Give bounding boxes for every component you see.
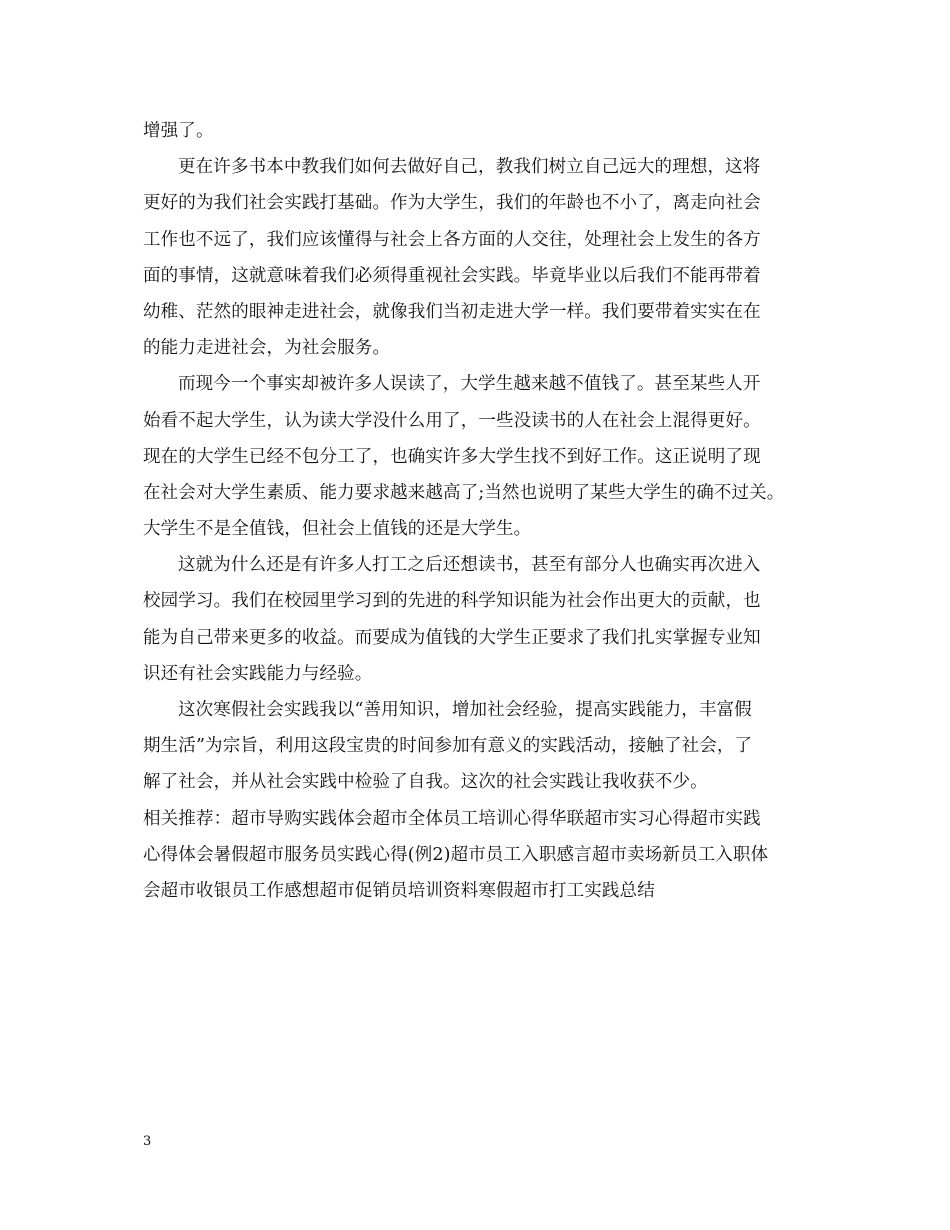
text-line: 期生活”为宗旨，利用这段宝贵的时间参加有意义的实践活动，接触了社会，了 xyxy=(143,736,753,757)
related-recommendations: 心得体会暑假超市服务员实践心得(例2)超市员工入职感言超市卖场新员工入职体 xyxy=(143,844,769,865)
related-recommendations: 会超市收银员工作感想超市促销员培训资料寒假超市打工实践总结 xyxy=(143,880,655,901)
text-line: 幼稚、茫然的眼神走进社会，就像我们当初走进大学一样。我们要带着实实在在 xyxy=(143,301,761,322)
text-line: 能为自己带来更多的收益。而要成为值钱的大学生正要求了我们扎实掌握专业知 xyxy=(143,627,761,648)
text-line: 始看不起大学生，认为读大学没什么用了，一些没读书的人在社会上混得更好。 xyxy=(143,410,761,431)
text-line: 识还有社会实践能力与经验。 xyxy=(143,663,373,684)
document-body xyxy=(143,113,819,909)
text-line: 工作也不远了，我们应该懂得与社会上各方面的人交往，处理社会上发生的各方 xyxy=(143,229,761,250)
text-line: 更在许多书本中教我们如何去做好自己，教我们树立自己远大的理想，这将 xyxy=(178,157,761,178)
related-recommendations: 相关推荐：超市导购实践体会超市全体员工培训心得华联超市实习心得超市实践 xyxy=(143,808,761,829)
text-line: 现在的大学生已经不包分工了，也确实许多大学生找不到好工作。这正说明了现 xyxy=(143,446,761,467)
text-line: 解了社会，并从社会实践中检验了自我。这次的社会实践让我收获不少。 xyxy=(143,772,708,793)
text-line: 校园学习。我们在校园里学习到的先进的科学知识能为社会作出更大的贡献，也 xyxy=(143,591,761,612)
page-number: 3 xyxy=(143,1134,152,1149)
text-line: 在社会对大学生素质、能力要求越来越高了;当然也说明了某些大学生的确不过关。 xyxy=(143,482,785,503)
text-line: 的能力走进社会，为社会服务。 xyxy=(143,338,391,359)
text-line: 这次寒假社会实践我以“善用知识，增加社会经验，提高实践能力，丰富假 xyxy=(178,700,752,720)
text-line: 面的事情，这就意味着我们必须得重视社会实践。毕竟毕业以后我们不能再带着 xyxy=(143,265,761,286)
text-line: 而现今一个事实却被许多人误读了，大学生越来越不值钱了。甚至某些人开 xyxy=(178,374,761,395)
text-line: 这就为什么还是有许多人打工之后还想读书，甚至有部分人也确实再次进入 xyxy=(178,555,761,576)
text-line: 更好的为我们社会实践打基础。作为大学生，我们的年龄也不小了，离走向社会 xyxy=(143,193,761,214)
text-line: 大学生不是全值钱，但社会上值钱的还是大学生。 xyxy=(143,519,532,540)
text-line: 增强了。 xyxy=(143,121,214,141)
